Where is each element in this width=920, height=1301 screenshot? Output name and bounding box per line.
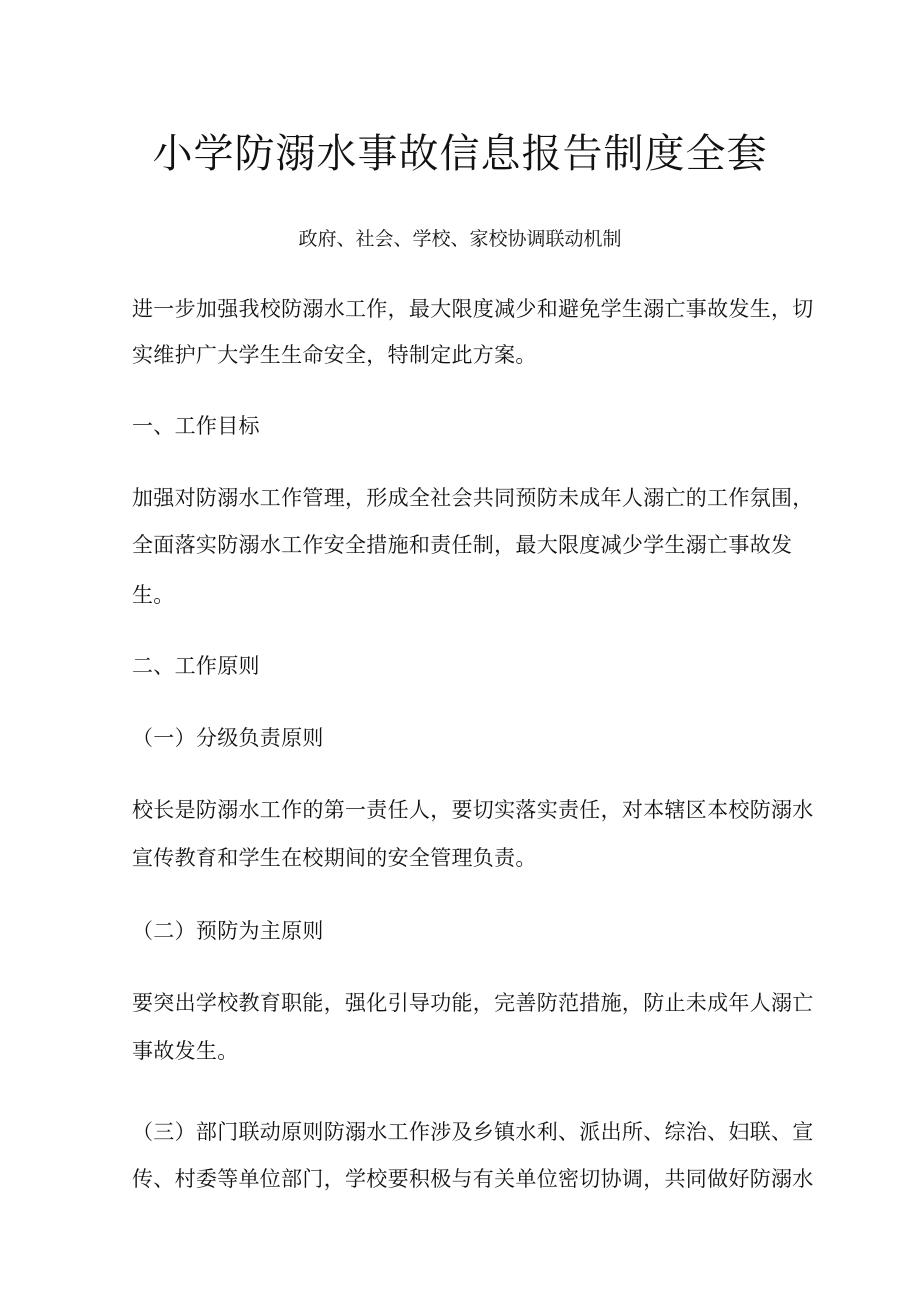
- paragraph-line: 校长是防溺水工作的第一责任人，要切实落实责任，对本辖区本校防溺水: [132, 799, 814, 822]
- paragraph-line: 要突出学校教育职能，强化引导功能，完善防范措施，防止未成年人溺亡: [132, 992, 814, 1015]
- section-heading: 一、工作目标: [132, 415, 260, 438]
- paragraph-line: 生。: [132, 584, 175, 607]
- paragraph-line: 实维护广大学生生命安全，特制定此方案。: [132, 344, 537, 367]
- paragraph-line: 事故发生。: [132, 1040, 239, 1063]
- subsection-heading: （一）分级负责原则: [132, 727, 324, 750]
- paragraph-line: 进一步加强我校防溺水工作，最大限度减少和避免学生溺亡事故发生，切: [132, 298, 814, 321]
- paragraph-line: 传、村委等单位部门，学校要积极与有关单位密切协调，共同做好防溺水: [132, 1168, 814, 1191]
- section-heading: 二、工作原则: [132, 655, 260, 678]
- document-subtitle: 政府、社会、学校、家校协调联动机制: [298, 229, 622, 250]
- paragraph-line: 加强对防溺水工作管理，形成全社会共同预防未成年人溺亡的工作氛围，: [132, 487, 814, 510]
- paragraph-line: 全面落实防溺水工作安全措施和责任制，最大限度减少学生溺亡事故发: [132, 534, 793, 557]
- subsection-heading: （二）预防为主原则: [132, 920, 324, 943]
- paragraph-line: 宣传教育和学生在校期间的安全管理负责。: [132, 847, 537, 870]
- paragraph-line: （三）部门联动原则防溺水工作涉及乡镇水利、派出所、综治、妇联、宣: [132, 1121, 814, 1144]
- document-title: 小学防溺水事故信息报告制度全套: [152, 131, 768, 176]
